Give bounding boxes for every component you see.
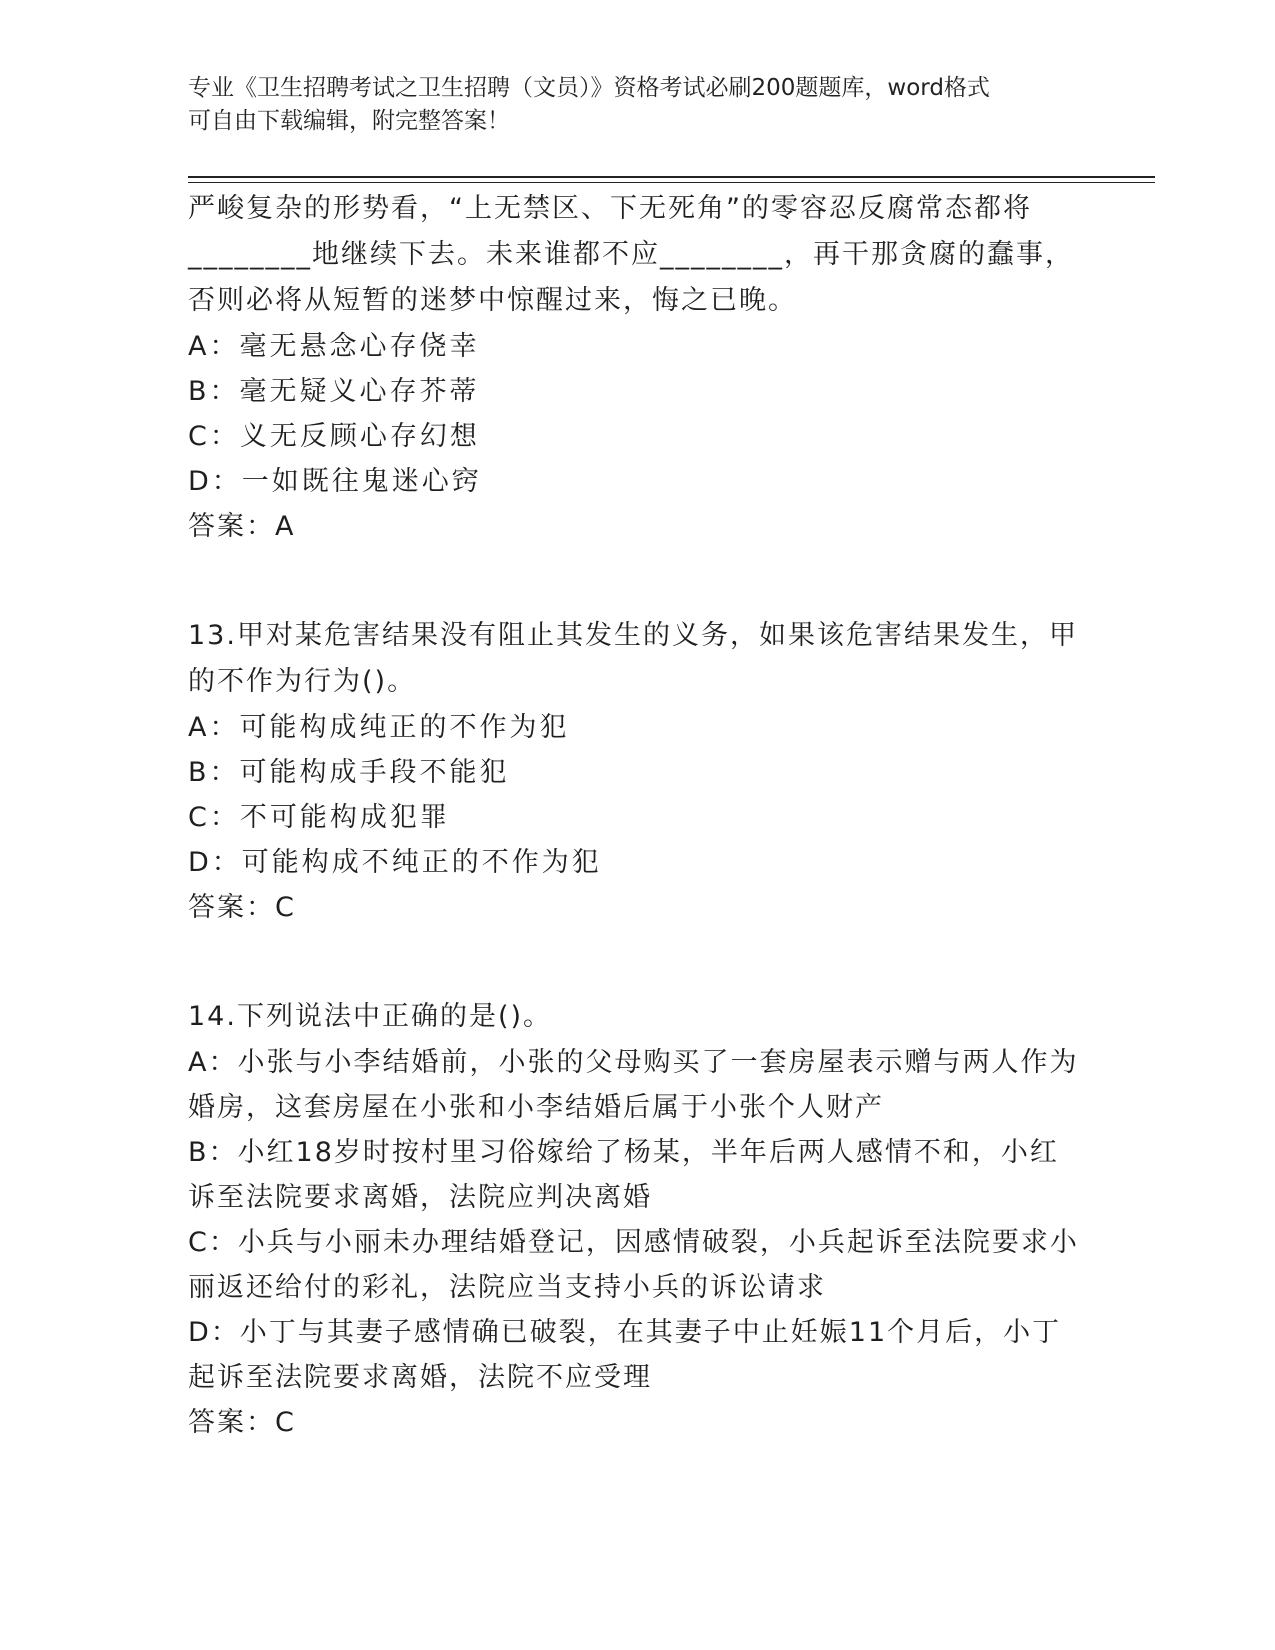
answer-label: 答案： (188, 892, 275, 923)
answer-value: C (275, 892, 294, 923)
option-d: D：可能构成不纯正的不作为犯 (188, 847, 602, 878)
header-title-line-2: 可自由下载编辑，附完整答案！ (188, 108, 510, 134)
answer-label: 答案： (188, 1407, 275, 1438)
question-stem-line: 严峻复杂的形势看，“上无禁区、下无死角”的零容忍反腐常态都将 (188, 193, 1032, 224)
question-stem-line: 否则必将从短暂的迷梦中惊醒过来，悔之已晚。 (188, 285, 797, 316)
option-c: C：不可能构成犯罪 (188, 802, 450, 833)
answer-line (188, 885, 1088, 931)
question-14 (188, 994, 1088, 1446)
option-c: C：义无反顾心存幻想 (188, 421, 480, 452)
header-title-line-1: 专业《卫生招聘考试之卫生招聘（文员）》资格考试必刷200题题库，word格式 (188, 75, 990, 101)
option-c-line-2: 丽返还给付的彩礼，法院应当支持小兵的诉讼请求 (188, 1272, 826, 1303)
option-d: D：一如既往鬼迷心窍 (188, 466, 482, 497)
question-stem-line: ________地继续下去。未来谁都不应________，再干那贪腐的蠢事， (188, 239, 1074, 270)
document-header (188, 72, 1088, 138)
answer-value: C (275, 1407, 294, 1438)
answer-value: A (275, 511, 294, 542)
option-b-line-1: B：小红18岁时按村里习俗嫁给了杨某，半年后两人感情不和，小红 (188, 1137, 1059, 1168)
header-divider-thick (188, 176, 1155, 178)
answer-line (188, 1400, 1088, 1446)
option-d-line-1: D：小丁与其妻子感情确已破裂，在其妻子中止妊娠11个月后，小丁 (188, 1317, 1062, 1348)
question-spacer (188, 931, 1088, 994)
document-body (188, 186, 1088, 1446)
option-a-line-1: A：小张与小李结婚前，小张的父母购买了一套房屋表示赠与两人作为 (188, 1047, 1079, 1078)
option-a: A：可能构成纯正的不作为犯 (188, 712, 570, 743)
question-12 (188, 186, 1088, 550)
option-b-line-2: 诉至法院要求离婚，法院应判决离婚 (188, 1182, 652, 1213)
option-d-line-2: 起诉至法院要求离婚，法院不应受理 (188, 1362, 652, 1393)
header-divider-thin (188, 182, 1155, 183)
question-stem-line: 14.下列说法中正确的是()。 (188, 1001, 553, 1032)
answer-label: 答案： (188, 511, 275, 542)
option-a-line-2: 婚房，这套房屋在小张和小李结婚后属于小张个人财产 (188, 1092, 884, 1123)
option-b: B：可能构成手段不能犯 (188, 757, 510, 788)
option-c-line-1: C：小兵与小丽未办理结婚登记，因感情破裂，小兵起诉至法院要求小 (188, 1227, 1079, 1258)
question-stem-line: 13.甲对某危害结果没有阻止其发生的义务，如果该危害结果发生，甲 (188, 620, 1078, 651)
question-spacer (188, 550, 1088, 613)
question-13 (188, 613, 1088, 931)
answer-line (188, 504, 1088, 550)
question-stem-line: 的不作为行为()。 (188, 666, 417, 697)
option-b: B：毫无疑义心存芥蒂 (188, 376, 480, 407)
option-a: A：毫无悬念心存侥幸 (188, 331, 480, 362)
